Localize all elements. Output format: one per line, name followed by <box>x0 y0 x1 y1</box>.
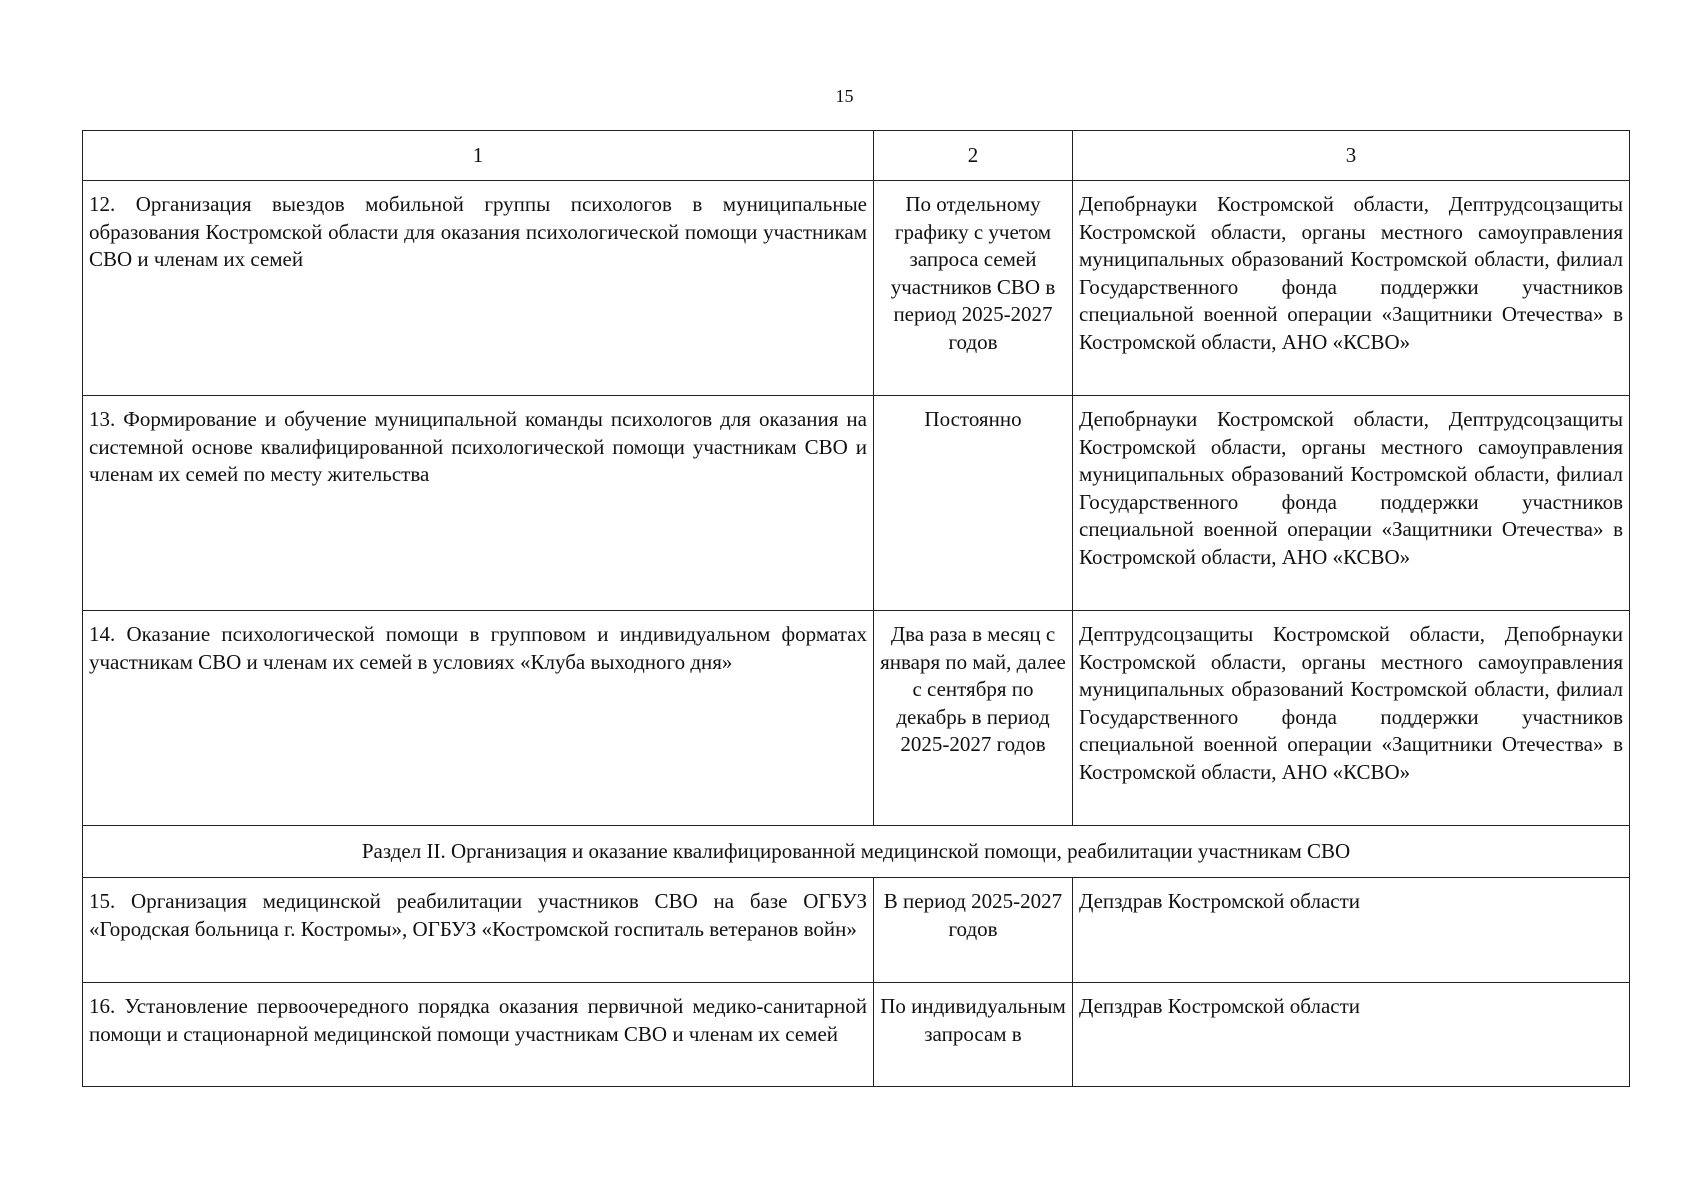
table-row <box>83 396 1630 611</box>
responsible-cell: Депздрав Костромской области <box>1073 983 1630 1087</box>
table-row <box>83 181 1630 396</box>
section-heading: Раздел II. Организация и оказание квалифицированной медицинской помощи, реабилитации участникам СВО <box>83 826 1630 878</box>
activity-cell: 13. Формирование и обучение муниципальной команды психологов для оказания на системной основе квалифицированной психологической помощи участникам СВО и членам их семей по месту жительства <box>83 396 874 611</box>
term-cell: Два раза в месяц с января по май, далее с сентября по декабрь в период 2025-2027 годов <box>874 611 1073 826</box>
term-cell: По отдельному графику с учетом запроса семей участников СВО в период 2025-2027 годов <box>874 181 1073 396</box>
responsible-cell: Депздрав Костромской области <box>1073 878 1630 983</box>
activity-cell: 16. Установление первоочередного порядка оказания первичной медико-санитарной помощи и стационарной медицинской помощи участникам СВО и членам их семей <box>83 983 874 1087</box>
table-header-row <box>83 131 1630 181</box>
table-row <box>83 878 1630 983</box>
activity-cell: 12. Организация выездов мобильной группы психологов в муниципальные образования Костромской области для оказания психологической помощи участникам СВО и членам их семей <box>83 181 874 396</box>
column-header-3: 3 <box>1073 131 1630 181</box>
page-number: 15 <box>835 86 854 106</box>
column-header-1: 1 <box>83 131 874 181</box>
column-header-2: 2 <box>874 131 1073 181</box>
responsible-cell: Депобрнауки Костромской области, Дептрудсоцзащиты Костромской области, органы местного самоуправления муниципальных образований Костромской области, филиал Государственного фонда поддержки участников специальной военной операции «Защитники Отечества» в Костромской области, АНО «КСВО» <box>1073 396 1630 611</box>
measures-table <box>82 130 1630 1087</box>
term-cell: В период 2025-2027 годов <box>874 878 1073 983</box>
responsible-cell: Дептрудсоцзащиты Костромской области, Депобрнауки Костромской области, органы местного самоуправления муниципальных образований Костромской области, филиал Государственного фонда поддержки участников специальной военной операции «Защитники Отечества» в Костромской области, АНО «КСВО» <box>1073 611 1630 826</box>
term-cell: По индивидуальным запросам в <box>874 983 1073 1087</box>
section-heading-row <box>83 826 1630 878</box>
activity-cell: 15. Организация медицинской реабилитации участников СВО на базе ОГБУЗ «Городская больница г. Костромы», ОГБУЗ «Костромской госпиталь ветеранов войн» <box>83 878 874 983</box>
activity-cell: 14. Оказание психологической помощи в групповом и индивидуальном форматах участникам СВО и членам их семей в условиях «Клуба выходного дня» <box>83 611 874 826</box>
table-row <box>83 983 1630 1087</box>
term-cell: Постоянно <box>874 396 1073 611</box>
responsible-cell: Депобрнауки Костромской области, Дептрудсоцзащиты Костромской области, органы местного самоуправления муниципальных образований Костромской области, филиал Государственного фонда поддержки участников специальной военной операции «Защитники Отечества» в Костромской области, АНО «КСВО» <box>1073 181 1630 396</box>
table-row <box>83 611 1630 826</box>
